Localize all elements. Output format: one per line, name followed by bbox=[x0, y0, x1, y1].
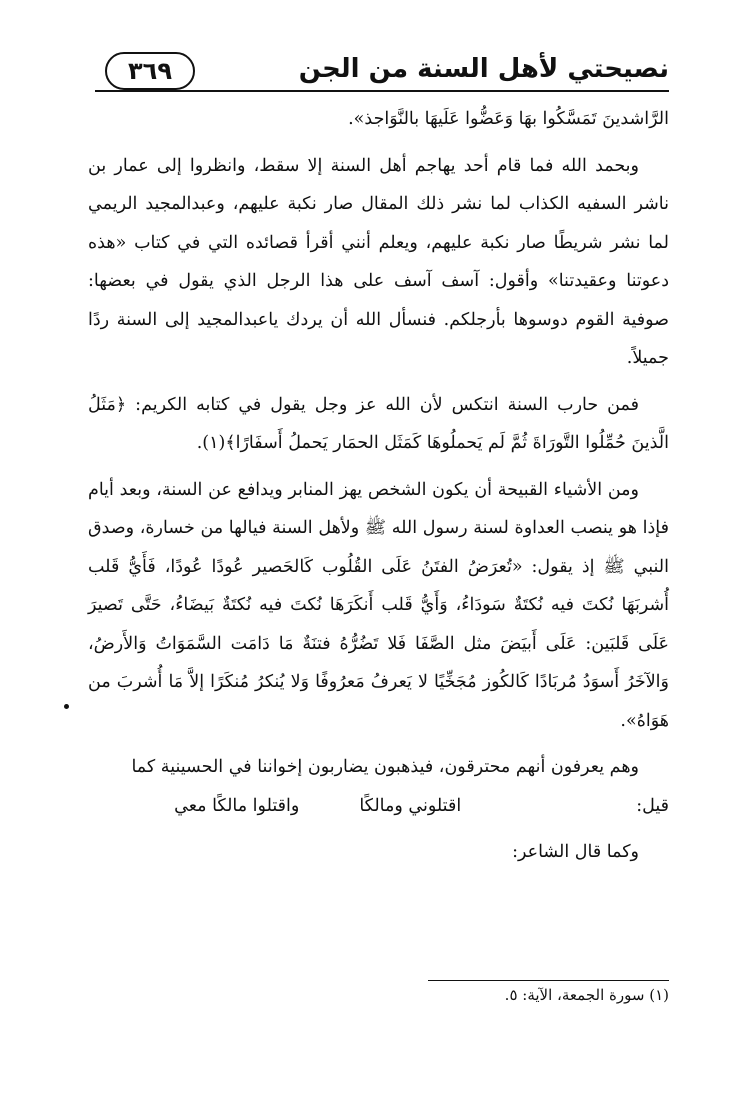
paragraph: فمن حارب السنة انتكس لأن الله عز وجل يقول في كتابه الكريم: ﴿مَثَلُ الَّذينَ حُمِّلُوا التَّورَاةَ ثُمَّ لَم يَحملُوهَا كَمَثَل الحمَار يَحملُ أَسفَارًا﴾(١). bbox=[88, 394, 669, 453]
poem-verse bbox=[88, 787, 669, 826]
paragraph: وهم يعرفون أنهم محترقون، فيذهبون يضاربون إخواننا في الحسينية كما bbox=[131, 757, 639, 777]
footnote: (١) سورة الجمعة، الآية: ٥. bbox=[504, 986, 669, 1004]
page-number-badge bbox=[105, 52, 195, 90]
paragraph: ومن الأشياء القبيحة أن يكون الشخص يهز المنابر ويدافع عن السنة، وبعد أيام فإذا هو ينصب العداوة لسنة رسول الله ﷺ ولأهل السنة فيالها من خسارة، وصدق النبي ﷺ إذ يقول: «تُعرَضُ الفتَنُ عَلَى القُلُوب كَالحَصير عُودًا عُودًا، فَأَيُّ قَلب أُشربَهَا نُكتَ فيه نُكتَةٌ سَودَاءُ، وَأَيُّ قَلب أَنكَرَهَا نُكتَ فيه نُكتَةٌ بَيضَاءُ، حَتَّى تَصيرَ عَلَى قَلبَين: عَلَى أَبيَضَ مثل الصَّفَا فَلا تَضُرُّهُ فتنَةٌ مَا دَامَت السَّمَوَاتُ وَالأَرضُ، وَالآخَرُ أَسوَدُ مُربَادًا كَالكُوز مُجَخِّيًا لا يَعرفُ مَعرُوفًا وَلا يُنكرُ مُنكَرًا إلاَّ مَا أُشربَ من هَوَاهُ». bbox=[88, 479, 669, 731]
main-text bbox=[88, 100, 669, 880]
paragraph: وكما قال الشاعر: bbox=[512, 842, 639, 862]
running-title: نصيحتي لأهل السنة من الجن bbox=[298, 54, 669, 84]
verse-hemistich: اقتلوني ومالكًا bbox=[359, 795, 462, 816]
paragraph: الرَّاشدينَ تَمَسَّكُوا بهَا وَعَضُّوا عَلَيهَا بالنَّوَاجذ». bbox=[348, 109, 669, 129]
verse-hemistich: واقتلوا مالكًا معي bbox=[174, 795, 300, 816]
paragraph: وبحمد الله فما قام أحد يهاجم أهل السنة إلا سقط، وانظروا إلى عمار بن ناشر السفيه الكذاب لما نشر ذلك المقال صار نكبة عليهم، وعبدالمجيد الريمي لما نشر شريطًا صار نكبة عليهم، ويعلم أنني أقرأ قصائده التي في كتاب «هذه دعوتنا وعقيدتنا» وأقول: آسف آسف على هذا الرجل الذي يقول في بعضها: صوفية القوم دوسوها بأرجلكم. فنسأل الله أن يردك ياعبدالمجيد إلى السنة ردًا جميلاً. bbox=[88, 155, 669, 368]
header-divider bbox=[95, 90, 669, 92]
print-mark bbox=[64, 704, 69, 709]
footnote-divider bbox=[428, 980, 669, 981]
page-number: ٣٦٩ bbox=[128, 57, 172, 85]
verse-lead: قيل: bbox=[636, 795, 669, 816]
